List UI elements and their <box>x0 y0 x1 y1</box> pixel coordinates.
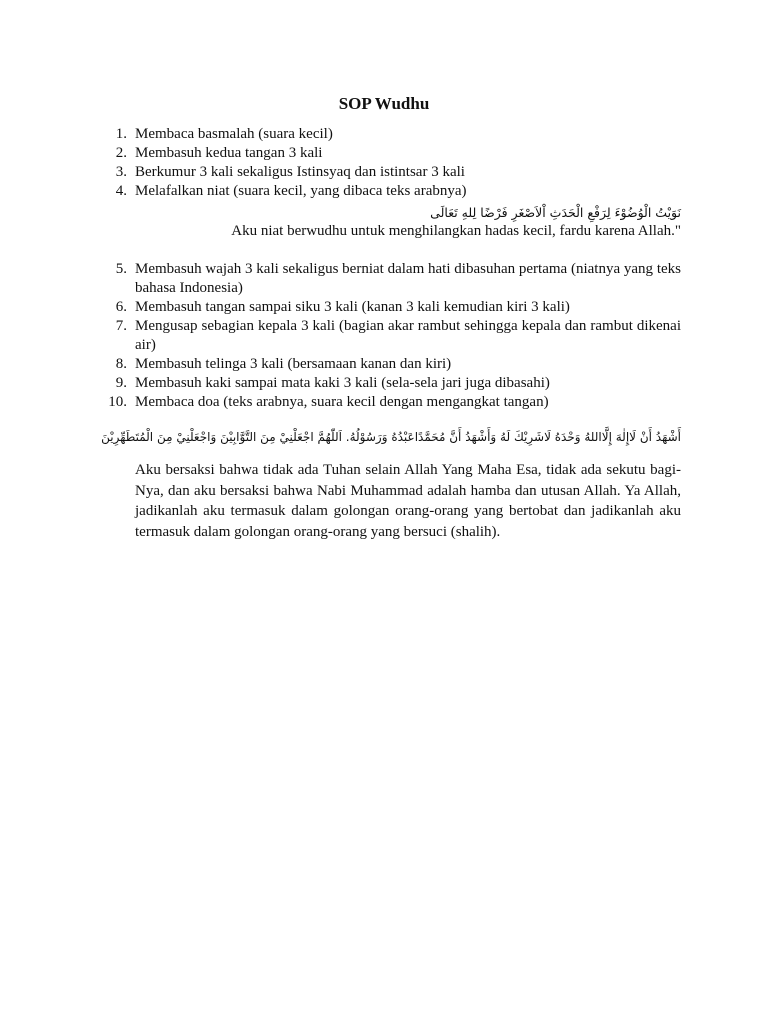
list-item <box>0 355 681 374</box>
niat-arabic-text: نَوَيْتُ الْوُضُوْءَ لِرَفْعِ الْحَدَثِ اْلاَصْغَرِ فَرْضًا لِلهِ تَعَالَى <box>430 205 681 220</box>
list-item <box>0 144 681 163</box>
step-number: 1. <box>115 126 127 142</box>
list-item <box>0 393 681 412</box>
doa-arabic-text: أَشْهَدُ أَنْ لَاإِلٰهَ إِلَّااللهُ وَحْدَهُ لَاشَرِيْكَ لَهُ وَأَشْهَدُ أَنَّ مُحَمَّدًاعَبْدُهُ وَرَسُوْلُهُ. اَللّٰهُمَّ اجْعَلْنِيْ مِنَ التَّوَّابِيْنَ وَاجْعَلْنِيْ مِنَ الْمُتَطَهِّرِيْنَ <box>101 430 681 444</box>
step-number: 2. <box>115 145 127 161</box>
list-item <box>0 374 681 393</box>
step-number: 6. <box>115 299 127 315</box>
step-text: Membaca basmalah (suara kecil) <box>135 126 333 142</box>
spacer <box>135 241 681 260</box>
step-number: 5. <box>115 261 127 277</box>
step-number: 8. <box>115 356 127 372</box>
step-text: Membasuh kedua tangan 3 kali <box>135 145 323 161</box>
step-text: Melafalkan niat (suara kecil, yang dibaca teks arabnya) <box>135 183 467 199</box>
step-number: 3. <box>115 164 127 180</box>
page-title: SOP Wudhu <box>338 94 430 113</box>
step-text: Berkumur 3 kali sekaligus Istinsyaq dan istintsar 3 kali <box>135 164 465 180</box>
step-text: Mengusap sebagian kepala 3 kali (bagian akar rambut sehingga kepala dan rambut dikenai air) <box>135 318 681 353</box>
step-number: 9. <box>115 375 127 391</box>
list-item <box>0 125 681 144</box>
step-text: Membasuh kaki sampai mata kaki 3 kali (sela-sela jari juga dibasahi) <box>135 375 550 391</box>
step-text: Membasuh wajah 3 kali sekaligus berniat dalam hati dibasuhan pertama (niatnya yang teks bahasa Indonesia) <box>135 261 681 296</box>
list-item <box>0 298 681 317</box>
list-item <box>0 182 681 260</box>
doa-block <box>101 428 681 542</box>
step-number: 7. <box>115 318 127 334</box>
step-number: 4. <box>115 183 127 199</box>
step-text: Membasuh telinga 3 kali (bersamaan kanan dan kiri) <box>135 356 452 372</box>
step-text: Membaca doa (teks arabnya, suara kecil dengan mengangkat tangan) <box>135 394 549 410</box>
steps-list <box>0 125 768 412</box>
step-number: 10. <box>108 394 127 410</box>
list-item <box>0 163 681 182</box>
niat-translation: Aku niat berwudhu untuk menghilangkan hadas kecil, fardu karena Allah." <box>231 223 681 239</box>
list-item <box>0 260 681 298</box>
step-text: Membasuh tangan sampai siku 3 kali (kanan 3 kali kemudian kiri 3 kali) <box>135 299 570 315</box>
doa-translation: Aku bersaksi bahwa tidak ada Tuhan selain Allah Yang Maha Esa, tidak ada sekutu bagi-Nya, dan aku bersaksi bahwa Nabi Muhammad adalah hamba dan utusan Allah. Ya Allah, jadikanlah aku termasuk dalam golongan orang-orang yang bertobat dan jadikanlah aku termasuk dalam golongan orang-orang yang bersuci (shalih). <box>135 462 681 540</box>
list-item <box>0 317 681 355</box>
